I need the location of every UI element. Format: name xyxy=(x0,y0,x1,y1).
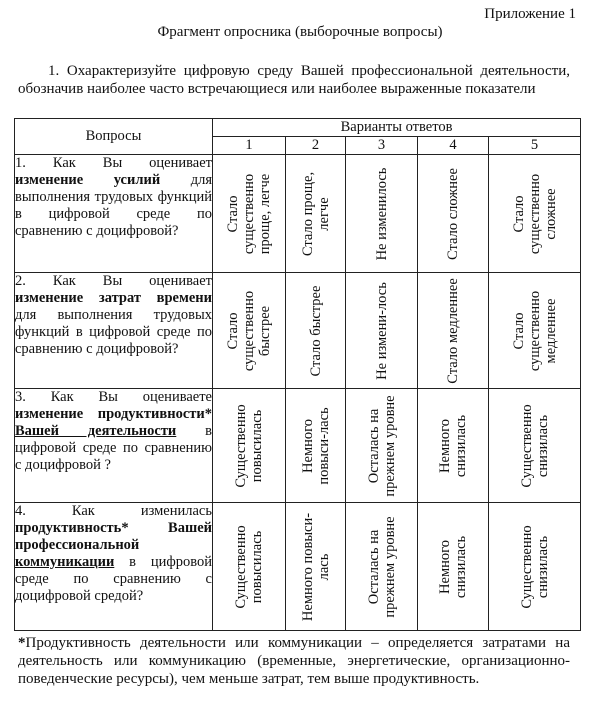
answer-cell xyxy=(346,155,418,273)
answer-cell xyxy=(489,273,581,389)
answer-option: Немного снизилась xyxy=(437,535,469,598)
answer-option: Осталась на прежнем уровне xyxy=(365,515,398,618)
question-text: для выполнения трудовых функций в цифровой среде по сравнению с доцифровой? xyxy=(15,172,212,239)
column-number: 4 xyxy=(418,137,489,155)
answer-cell xyxy=(418,503,489,631)
answer-option: Стало быстрее xyxy=(307,285,324,376)
intro-paragraph: 1. Охарактеризуйте цифровую среду Вашей профессиональной деятельности, обозначив наиболее часто встречающиеся или наиболее выраженные показатели xyxy=(18,63,570,97)
answer-cell xyxy=(286,273,346,389)
question-emphasis: изменение усилий xyxy=(15,172,161,188)
document-title: Фрагмент опросника (выборочные вопросы) xyxy=(157,24,443,40)
header-variants: Варианты ответов xyxy=(213,119,581,137)
answer-option: Стало существенно проще, легче xyxy=(225,173,273,254)
answer-option: Немного повыси-лась xyxy=(299,512,332,621)
question-emphasis: продуктивность* Вашей профессиональной xyxy=(15,520,212,553)
answer-cell xyxy=(213,389,286,503)
table-row xyxy=(15,155,581,273)
answer-option: Существенно снизилась xyxy=(518,403,551,488)
footnote-text: Продуктивность деятельности или коммуникации – определяется затратами на деятельность или коммуникацию (временные, энергетические, организационно-поведенческие ресурсы), чем меньше затрат, тем выше продуктивность. xyxy=(18,635,570,687)
answer-cell xyxy=(418,389,489,503)
answer-cell xyxy=(489,503,581,631)
answer-option: Немного повыси-лась xyxy=(299,406,332,485)
question-text: 1. Как Вы оценивает xyxy=(15,155,212,171)
answer-cell xyxy=(213,273,286,389)
question-cell xyxy=(15,273,213,389)
answer-option: Существенно повысилась xyxy=(233,524,265,609)
table-row xyxy=(15,503,581,631)
answer-option: Осталась на прежнем уровне xyxy=(365,394,398,497)
header-questions: Вопросы xyxy=(15,119,213,155)
question-emphasis: изменение продуктивности* xyxy=(15,406,212,422)
question-cell xyxy=(15,155,213,273)
answer-cell xyxy=(418,155,489,273)
question-underlined: Вашей деятельности xyxy=(15,423,177,439)
answer-cell xyxy=(286,155,346,273)
answer-cell xyxy=(213,503,286,631)
question-cell xyxy=(15,503,213,631)
answer-cell xyxy=(489,155,581,273)
table-row xyxy=(15,273,581,389)
question-text: 3. Как Вы оцениваете xyxy=(15,389,212,405)
footnote-asterisk: * xyxy=(18,635,26,651)
answer-option: Стало существенно быстрее xyxy=(225,290,273,371)
answer-cell xyxy=(489,389,581,503)
column-number: 3 xyxy=(346,137,418,155)
answer-cell xyxy=(346,503,418,631)
answer-cell xyxy=(418,273,489,389)
answer-option: Стало медленнее xyxy=(445,277,461,384)
question-text: 2. Как Вы оценивает xyxy=(15,273,212,289)
answer-cell xyxy=(346,273,418,389)
question-cell xyxy=(15,389,213,503)
question-text: для выполнения трудовых функций в цифровой среде по сравнению с доцифровой? xyxy=(15,307,212,357)
answer-option: Стало проще, легче xyxy=(299,171,332,256)
answer-cell xyxy=(286,503,346,631)
question-text: в цифровой среде по сравнению с доцифровой ? xyxy=(15,423,212,473)
footnote xyxy=(18,634,570,688)
answer-option: Стало существенно медленнее xyxy=(510,290,559,371)
survey-table xyxy=(14,118,581,631)
answer-option: Не изменилось xyxy=(373,167,390,260)
column-number: 1 xyxy=(213,137,286,155)
answer-cell xyxy=(346,389,418,503)
appendix-label: Приложение 1 xyxy=(484,6,576,22)
table-row xyxy=(15,389,581,503)
answer-cell xyxy=(213,155,286,273)
column-number: 2 xyxy=(286,137,346,155)
question-emphasis: изменение затрат времени xyxy=(15,290,212,306)
answer-option: Стало существенно сложнее xyxy=(510,173,559,254)
answer-option: Существенно снизилась xyxy=(518,524,551,609)
question-text: в цифровой среде по сравнению с доцифровой средой? xyxy=(15,554,212,604)
answer-cell xyxy=(286,389,346,503)
answer-option: Немного снизилась xyxy=(437,414,469,477)
column-number: 5 xyxy=(489,137,581,155)
question-underlined: коммуникации xyxy=(15,554,115,570)
answer-option: Существенно повысилась xyxy=(233,403,265,488)
answer-option: Стало сложнее xyxy=(445,167,461,260)
answer-option: Не измени-лось xyxy=(373,281,390,380)
question-text: 4. Как изменилась xyxy=(15,503,212,519)
